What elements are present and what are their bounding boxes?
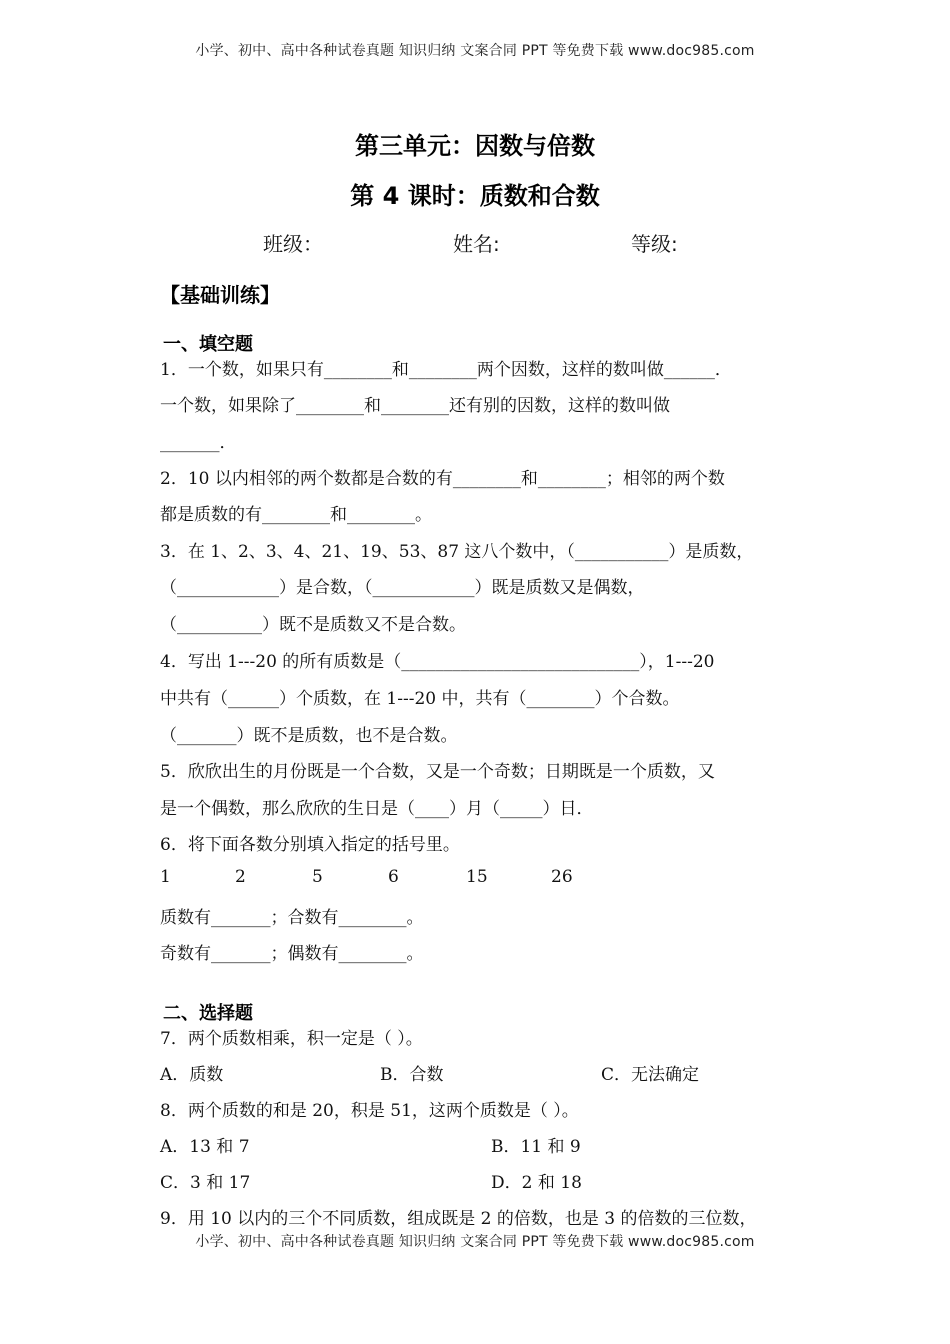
option-c: C．无法确定 [601,1065,700,1085]
question-line: 3．在 1、2、3、4、21、19、53、87 这八个数中，（___________）是质数， [160,542,754,562]
number-item: 5 [312,867,323,887]
option-b: B．合数 [380,1065,444,1085]
question-7: 7．两个质数相乘，积一定是（ ）。 [160,1029,423,1049]
fill-blank-heading: 一、填空题 [163,334,253,355]
class-label: 班级： [263,232,323,256]
question-line: _______． [160,433,237,453]
question-line: 1．一个数，如果只有________和________两个因数，这样的数叫做______． [160,360,732,380]
question-line: 2．10 以内相邻的两个数都是合数的有________和________；相邻的两个数 [160,469,725,489]
option-d: D．2 和 18 [491,1173,582,1193]
unit-title: 第三单元：因数与倍数 [355,132,595,160]
question-line: 4．写出 1---20 的所有质数是（____________________________），1---20 [160,652,715,672]
option-a: A．质数 [160,1065,224,1085]
name-label: 姓名: [453,232,500,256]
question-line: 都是质数的有________和________。 [160,505,432,525]
question-9: 9．用 10 以内的三个不同质数，组成既是 2 的倍数，也是 3 的倍数的三位数， [160,1209,757,1229]
question-line: 是一个偶数，那么欣欣的生日是（____）月（_____）日． [160,799,594,819]
number-item: 6 [388,867,399,887]
number-item: 26 [551,867,573,887]
answer-line-odd-even: 奇数有_______；偶数有________。 [160,944,424,964]
number-item: 15 [466,867,488,887]
question-line: 中共有（______）个质数，在 1---20 中，共有（________）个合数。 [160,689,680,709]
question-line: （____________）是合数，（____________）既是质数又是偶数， [160,578,645,598]
number-item: 1 [160,867,171,887]
multiple-choice-heading: 二、选择题 [163,1003,253,1024]
question-line: 一个数，如果除了________和________还有别的因数，这样的数叫做 [160,396,670,416]
number-item: 2 [235,867,246,887]
option-a: A．13 和 7 [160,1137,250,1157]
lesson-title: 第 4 课时：质数和合数 [350,182,600,210]
footer-banner: 小学、初中、高中各种试卷真题 知识归纳 文案合同 PPT 等免费下载 www.doc985.com [195,1234,755,1250]
option-b: B．11 和 9 [491,1137,581,1157]
grade-label: 等级: [631,232,678,256]
question-8: 8．两个质数的和是 20，积是 51，这两个质数是（ ）。 [160,1101,579,1121]
section-basic-training: 【基础训练】 [160,283,280,307]
question-line: 5．欣欣出生的月份既是一个合数，又是一个奇数；日期既是一个质数，又 [160,762,715,782]
question-line: （__________）既不是质数又不是合数。 [160,615,466,635]
question-line: 6．将下面各数分别填入指定的括号里。 [160,835,460,855]
option-c: C．3 和 17 [160,1173,251,1193]
question-line: （_______）既不是质数，也不是合数。 [160,726,458,746]
answer-line-prime-composite: 质数有_______；合数有________。 [160,908,424,928]
header-banner: 小学、初中、高中各种试卷真题 知识归纳 文案合同 PPT 等免费下载 www.doc985.com [195,43,755,59]
